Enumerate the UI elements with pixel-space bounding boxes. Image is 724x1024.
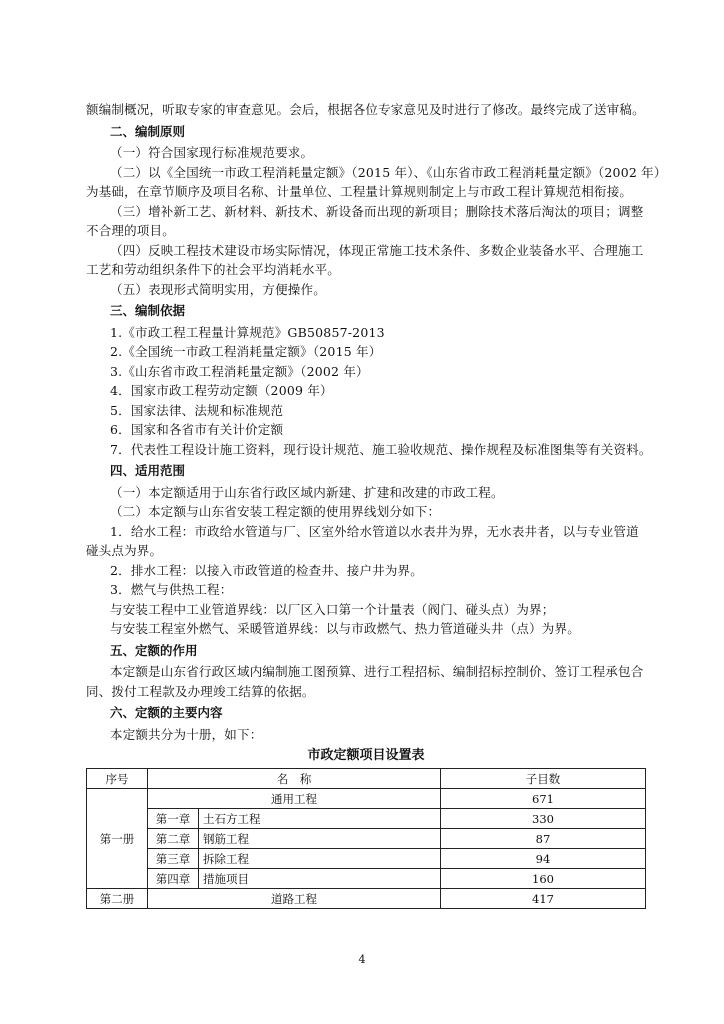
quota-table xyxy=(86,768,646,909)
paragraph: （三）增补新工艺、新材料、新技术、新设备而出现的新项目；删除技术落后淘汰的项目；调整 xyxy=(110,203,644,219)
paragraph: （二）以《全国统一市政工程消耗量定额》（2015 年）、《山东省市政工程消耗量定额》（2002 年） xyxy=(110,164,667,180)
paragraph: 同、拨付工程款及办理竣工结算的依据。 xyxy=(86,683,315,699)
table-row xyxy=(87,889,646,909)
row-name: 措施项目 xyxy=(199,869,441,889)
paragraph: 与安装工程室外燃气、采暖管道界线：以与市政燃气、热力管道碰头井（点）为界。 xyxy=(110,621,580,636)
table-row xyxy=(87,789,646,809)
paragraph: 本定额是山东省行政区域内编制施工图预算、进行工程招标、编制招标控制价、签订工程承包合 xyxy=(110,664,644,679)
paragraph: （二）本定额与山东省安装工程定额的使用界线划分如下： xyxy=(110,504,441,519)
section-heading: 五、定额的作用 xyxy=(110,642,198,658)
paragraph: （一）符合国家现行标准规范要求。 xyxy=(110,145,314,160)
header-no: 序号 xyxy=(87,769,148,789)
table-row xyxy=(87,869,646,889)
table-row xyxy=(87,849,646,869)
row-name: 拆除工程 xyxy=(199,849,441,869)
paragraph: （五）表现形式简明实用，方便操作。 xyxy=(110,281,326,297)
row-count: 94 xyxy=(441,849,646,869)
paragraph: 不合理的项目。 xyxy=(86,223,175,238)
paragraph: 为基础，在章节顺序及项目名称、计量单位、工程量计算规则制定上与市政工程计算规范相衔接。 xyxy=(86,184,633,199)
row-count: 160 xyxy=(441,869,646,889)
section-heading: 六、定额的主要内容 xyxy=(110,705,223,720)
list-item: 4．国家市政工程劳动定额（2009 年） xyxy=(110,383,333,398)
row-chapter: 第一章 xyxy=(148,809,199,829)
row-name: 道路工程 xyxy=(148,889,441,909)
header-count: 子目数 xyxy=(441,769,646,789)
paragraph: 3．燃气与供热工程： xyxy=(110,582,233,597)
table-row xyxy=(87,809,646,829)
row-name: 通用工程 xyxy=(148,789,441,809)
row-count: 330 xyxy=(441,809,646,829)
paragraph: 本定额共分为十册，如下： xyxy=(110,726,263,742)
table-row xyxy=(87,829,646,849)
row-name: 钢筋工程 xyxy=(199,829,441,849)
table-title: 市政定额项目设置表 xyxy=(307,748,425,763)
list-item: 3.《山东省市政工程消耗量定额》（2002 年） xyxy=(110,363,369,379)
section-heading: 二、编制原则 xyxy=(110,123,186,139)
paragraph: 额编制概况，听取专家的审查意见。会后，根据各位专家意见及时进行了修改。最终完成了送审稿。 xyxy=(86,102,645,117)
page-number: 4 xyxy=(358,953,366,966)
table-header-row xyxy=(87,769,646,789)
document-body xyxy=(86,100,667,909)
row-name: 土石方工程 xyxy=(199,809,441,829)
list-item: 6．国家和各省市有关计价定额 xyxy=(110,422,284,437)
list-item: 2.《全国统一市政工程消耗量定额》（2015 年） xyxy=(110,344,382,359)
paragraph: 1．给水工程：市政给水管道与厂、区室外给水管道以水表井为界，无水表井者，以与专业管道 xyxy=(110,523,639,539)
row-chapter: 第四章 xyxy=(148,869,199,889)
list-item: 1.《市政工程工程量计算规范》GB50857-2013 xyxy=(110,324,385,340)
row-count: 671 xyxy=(441,789,646,809)
row-count: 417 xyxy=(441,889,646,909)
section-heading: 三、编制依据 xyxy=(110,303,186,318)
row-chapter: 第二章 xyxy=(148,829,199,849)
volume-label: 第一册 xyxy=(87,789,148,889)
paragraph: 工艺和劳动组织条件下的社会平均消耗水平。 xyxy=(86,262,341,277)
row-chapter: 第三章 xyxy=(148,849,199,869)
paragraph: （四）反映工程技术建设市场实际情况，体现正常施工技术条件、多数企业装备水平、合理施工 xyxy=(110,242,644,258)
volume-label: 第二册 xyxy=(87,889,148,909)
paragraph: 碰头点为界。 xyxy=(86,543,163,558)
row-count: 87 xyxy=(441,829,646,849)
paragraph: （一）本定额适用于山东省行政区域内新建、扩建和改建的市政工程。 xyxy=(110,484,504,500)
paragraph: 与安装工程中工业管道界线：以厂区入口第一个计量表（阀门、碰头点）为界； xyxy=(110,601,555,617)
header-name: 名 称 xyxy=(148,769,441,789)
list-item: 7．代表性工程设计施工资料，现行设计规范、施工验收规范、操作规程及标准图集等有关资料。 xyxy=(110,441,652,457)
list-item: 5．国家法律、法规和标准规范 xyxy=(110,402,284,418)
paragraph: 2．排水工程：以接入市政管道的检查井、接户井为界。 xyxy=(110,562,423,578)
section-heading: 四、适用范围 xyxy=(110,463,186,478)
